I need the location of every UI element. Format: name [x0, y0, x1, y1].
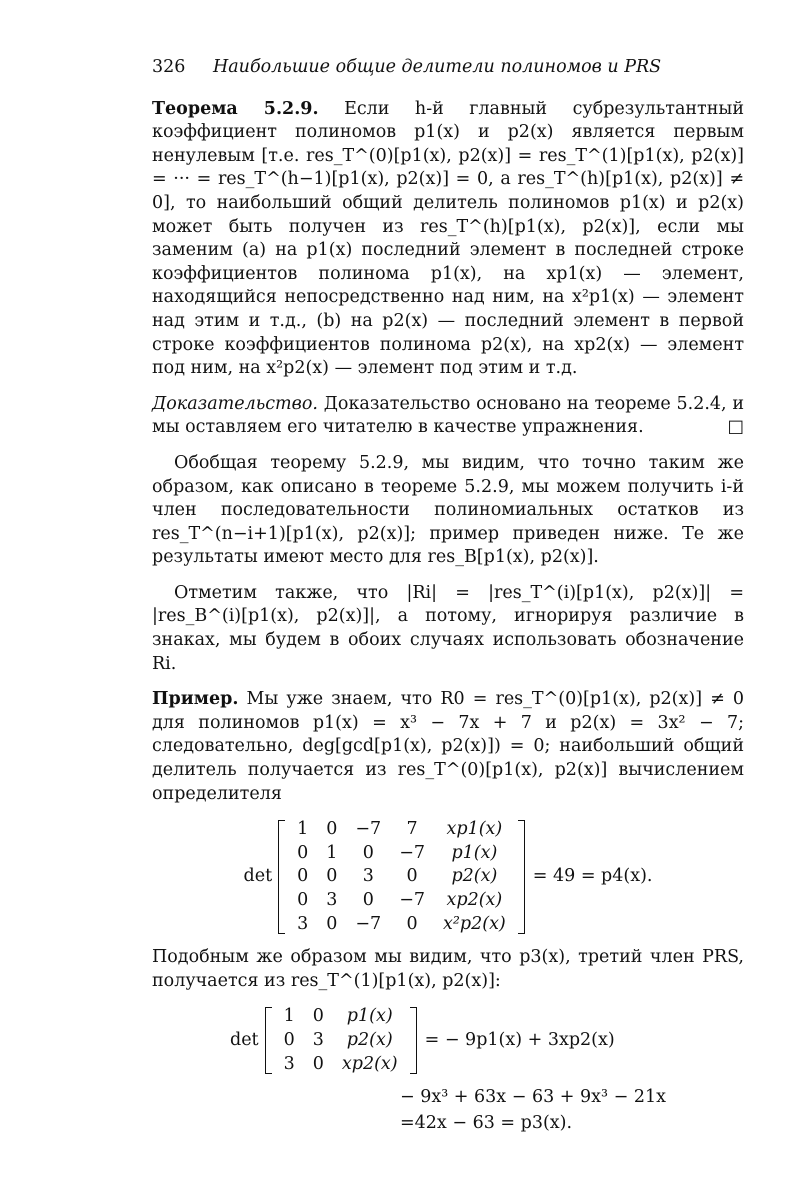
running-header [152, 56, 744, 80]
matrix-cell: −7 [355, 913, 382, 934]
theorem-text: Если h-й главный субрезультантный коэффициент полиномов p1(x) и p2(x) является первым ненулевым [т.е. res_T^(0)[p1(x), p2(x)] = res_T^(1)[p1(x), p2(x)] = ··· = res_T^(h−1)[p1(x), p2(x)] = 0, а res_T^(h)[p1(x), p2(x)] ≠ 0], то наибольший общий делитель полиномов p1(x) и p2(x) может быть получен из res_T^(h)[p1(x), p2(x)], если мы заменим (a) на p1(x) последний элемент в последней строке коэффициентов полинома p1(x), на xp1(x) — элемент, находящийся непосредственно над ним, на x²p1(x) — элемент над этим и т.д., (b) на p2(x) — последний элемент в первой строке коэффициентов полинома p2(x), на xp2(x) — элемент под ним, на x²p2(x) — элемент под этим и т.д. [152, 98, 744, 379]
matrix-row [275, 1053, 407, 1077]
matrix-cell: 0 [297, 890, 309, 910]
matrix-cell: 3 [362, 866, 374, 887]
matrix-cell: 0 [312, 1053, 324, 1074]
matrix-cell: 3 [297, 913, 309, 934]
theorem-label: Теорема 5.2.9. [152, 98, 319, 119]
matrix-cell: 1 [326, 842, 338, 863]
matrix-cell: p1(x) [451, 842, 498, 863]
matrix-cell: xp2(x) [446, 890, 503, 910]
matrix-cell: −7 [399, 890, 426, 910]
det2-result: = − 9p1(x) + 3xp2(x) [424, 1029, 615, 1050]
matrix-cell: 0 [326, 866, 338, 887]
qed-symbol: □ [727, 417, 744, 438]
matrix-row [275, 1005, 407, 1029]
matrix-cell: p1(x) [346, 1006, 393, 1027]
derivation-line-1: − 9x³ + 63x − 63 + 9x³ − 21x [400, 1087, 666, 1108]
example-label: Пример. [152, 689, 239, 710]
matrix-cell: 3 [326, 890, 338, 910]
det-label-2: det [230, 1029, 259, 1050]
matrix-cell: 3 [283, 1053, 295, 1074]
proof-label: Доказательство. [152, 393, 318, 414]
matrix-cell: 7 [406, 819, 418, 840]
matrix-cell: 1 [297, 819, 309, 840]
matrix-cell: 1 [283, 1006, 295, 1027]
derivation [400, 1086, 744, 1138]
matrix-cell: 0 [283, 1029, 295, 1050]
matrix-cell: 0 [406, 866, 418, 887]
determinant-5x5 [152, 818, 744, 936]
matrix-cell: 0 [297, 866, 309, 887]
matrix-3x3 [265, 1005, 417, 1076]
matrix-cell: 0 [362, 842, 374, 863]
matrix-5x5-table [288, 818, 515, 936]
proof-text: Доказательство основано на теореме 5.2.4, и мы оставляем его читателю в качестве упражнения. [152, 393, 744, 438]
example-text: Мы уже знаем, что R0 = res_T^(0)[p1(x), p2(x)] ≠ 0 для полиномов p1(x) = x³ − 7x + 7 и p2(x) = 3x² − 7; следовательно, deg[gcd[p1(x), p2(x)]) = 0; наибольший общий делитель получается из res_T^(0)[p1(x), p2(x)] вычислением определителя [152, 689, 744, 804]
matrix-cell: xp1(x) [446, 819, 503, 840]
matrix-row [288, 913, 515, 937]
matrix-cell: −7 [355, 819, 382, 840]
derivation-line-2: =42x − 63 = p3(x). [400, 1113, 573, 1134]
matrix-row [288, 842, 515, 866]
matrix-cell: 0 [297, 842, 309, 863]
matrix-cell: 0 [406, 913, 418, 934]
matrix-row [288, 818, 515, 842]
matrix-cell: xp2(x) [341, 1053, 398, 1074]
paragraph-generalization: Обобщая теорему 5.2.9, мы видим, что точно таким же образом, как описано в теореме 5.2.9, мы можем получить i-й член последовательности полиномиальных остатков из res_T^(n−i+1)[p1(x), p2(x)]; пример приведен ниже. Те же результаты имеют место для res_B[p1(x), p2(x)]. [152, 452, 744, 568]
determinant-3x3 [230, 1005, 744, 1076]
matrix-cell: x²p2(x) [443, 913, 506, 934]
page [152, 56, 744, 1138]
matrix-cell: 0 [326, 913, 338, 934]
det1-result: = 49 = p4(x). [532, 866, 653, 887]
matrix-5x5 [278, 818, 525, 936]
matrix-row [288, 889, 515, 913]
paragraph-note: Отметим также, что |Ri| = |res_T^(i)[p1(x), p2(x)]| = |res_B^(i)[p1(x), p2(x)]|, а потому, игнорируя различие в знаках, мы будем в обоих случаях использовать обозначение Ri. [152, 582, 744, 674]
matrix-cell: −7 [399, 842, 426, 863]
paragraph-prs: Подобным же образом мы видим, что p3(x), третий член PRS, получается из res_T^(1)[p1(x), p2(x)]: [152, 947, 744, 991]
matrix-3x3-table [275, 1005, 407, 1076]
matrix-cell: 0 [362, 890, 374, 910]
running-title: Наибольшие общие делители полиномов и PRS [212, 57, 662, 77]
example [152, 688, 744, 806]
matrix-cell: p2(x) [451, 866, 498, 887]
matrix-row [288, 865, 515, 889]
matrix-cell: p2(x) [346, 1029, 393, 1050]
page-number: 326 [152, 57, 186, 77]
det-label: det [243, 866, 273, 887]
theorem-5-2-9 [152, 98, 744, 381]
matrix-cell: 3 [312, 1029, 324, 1050]
matrix-cell: 0 [312, 1006, 324, 1027]
matrix-cell: 0 [326, 819, 338, 840]
proof [152, 393, 744, 440]
matrix-row [275, 1029, 407, 1053]
